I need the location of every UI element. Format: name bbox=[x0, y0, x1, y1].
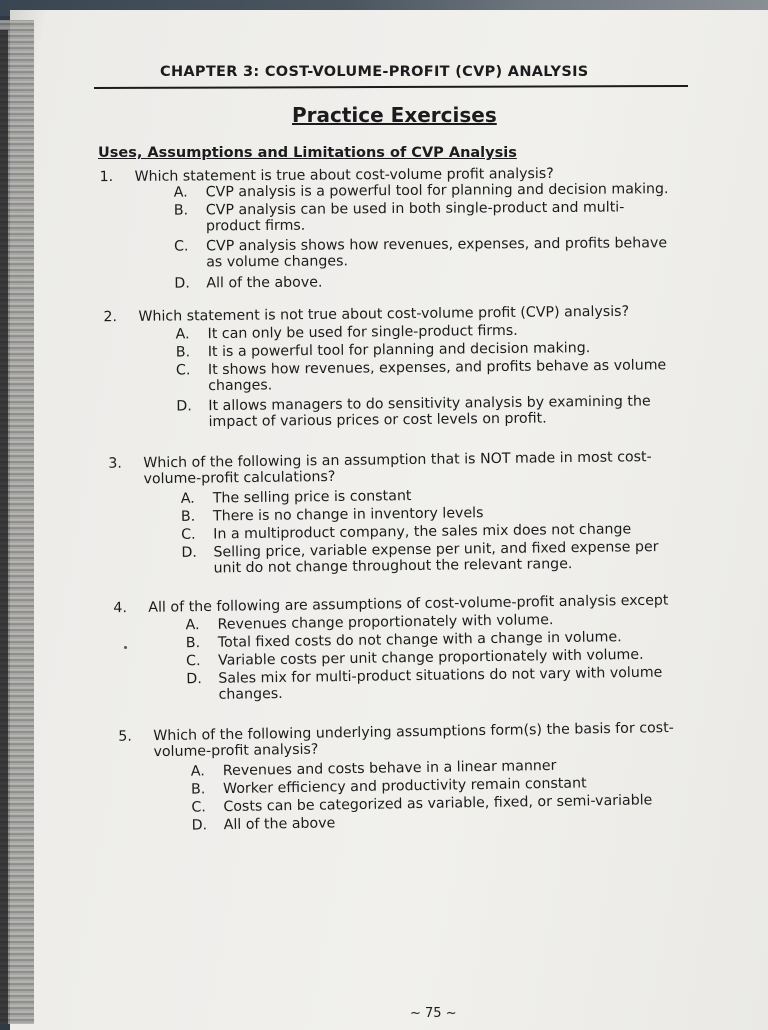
option-text: There is no change in inventory levels bbox=[212, 505, 484, 525]
option-letter: D. bbox=[186, 671, 202, 688]
option-b bbox=[174, 199, 674, 234]
option-letter: A. bbox=[190, 763, 205, 780]
question-stem: Which of the following is an assumption that is NOT made in most cost- volume-profit calculations? bbox=[143, 449, 652, 488]
question-number: 4. bbox=[113, 600, 128, 617]
option-letter: C. bbox=[191, 799, 206, 816]
option-letter: A. bbox=[180, 490, 195, 507]
option-letter: B. bbox=[175, 344, 191, 361]
option-text: Variable costs per unit change proportionately with volume. bbox=[217, 646, 644, 669]
option-letter: B. bbox=[180, 508, 196, 525]
question-stem: All of the following are assumptions of cost-volume-profit analysis except bbox=[148, 592, 669, 616]
page-number: ~ 75 ~ bbox=[410, 1006, 457, 1021]
option-text: In a multiproduct company, the sales mix does not change bbox=[213, 521, 632, 543]
question-number: 1. bbox=[99, 169, 114, 186]
option-d bbox=[186, 664, 706, 703]
chapter-title: CHAPTER 3: COST-VOLUME-PROFIT (CVP) ANALYSIS bbox=[160, 64, 589, 80]
question-4 bbox=[113, 592, 725, 713]
question-1 bbox=[100, 165, 701, 297]
option-letter: D. bbox=[176, 398, 192, 415]
option-text: Selling price, variable expense per unit, and fixed expense per unit do not change throughout the relevant range. bbox=[213, 539, 659, 577]
option-text: All of the above bbox=[223, 815, 336, 834]
option-letter: C. bbox=[181, 526, 196, 543]
option-d bbox=[176, 393, 686, 430]
option-text: CVP analysis can be used in both single-product and multi- product firms. bbox=[205, 199, 625, 235]
question-number: 2. bbox=[103, 309, 118, 326]
option-c bbox=[176, 357, 686, 394]
option-text: It shows how revenues, expenses, and profits behave as volume changes. bbox=[207, 357, 667, 395]
option-text: It is a powerful tool for planning and decision making. bbox=[207, 340, 591, 361]
option-letter: D. bbox=[181, 544, 197, 561]
option-text: CVP analysis shows how revenues, expenses, and profits behave as volume changes. bbox=[206, 235, 668, 271]
option-letter: A. bbox=[175, 326, 190, 343]
option-d bbox=[181, 539, 691, 577]
option-letter: D. bbox=[191, 817, 208, 834]
paper-speck bbox=[124, 646, 127, 649]
option-text: Worker efficiency and productivity remain constant bbox=[222, 775, 587, 798]
option-letter: B. bbox=[173, 202, 189, 219]
question-2 bbox=[103, 303, 714, 437]
option-letter: B. bbox=[185, 635, 201, 652]
question-number: 3. bbox=[108, 455, 122, 472]
option-letter: D. bbox=[174, 275, 190, 292]
option-letter: C. bbox=[175, 362, 191, 379]
option-text: The selling price is constant bbox=[212, 488, 412, 507]
question-stem: Which statement is not true about cost-volume profit (CVP) analysis? bbox=[138, 303, 630, 325]
option-d bbox=[174, 272, 674, 291]
option-letter: C. bbox=[174, 238, 189, 255]
option-letter: C. bbox=[185, 653, 201, 670]
subsection-title: Uses, Assumptions and Limitations of CVP Analysis bbox=[98, 145, 517, 161]
question-stem: Which of the following underlying assumptions form(s) the basis for cost- volume-profit analysis? bbox=[153, 719, 674, 761]
option-text: All of the above. bbox=[206, 274, 323, 292]
option-letter: A. bbox=[185, 617, 200, 634]
option-text: Total fixed costs do not change with a change in volume. bbox=[217, 629, 622, 651]
option-letter: B. bbox=[190, 781, 206, 798]
option-text: Costs can be categorized as variable, fixed, or semi-variable bbox=[223, 792, 653, 816]
option-c bbox=[174, 235, 674, 270]
option-text: It allows managers to do sensitivity analysis by examining the impact of various prices or cost levels on profit. bbox=[208, 393, 651, 431]
question-stem: Which statement is true about cost-volume profit analysis? bbox=[134, 165, 554, 185]
question-5 bbox=[118, 719, 720, 840]
option-text: Revenues and costs behave in a linear manner bbox=[222, 757, 557, 780]
option-a bbox=[174, 181, 674, 200]
option-letter: A. bbox=[173, 184, 188, 201]
option-text: It can only be used for single-product firms. bbox=[207, 322, 518, 343]
section-title: Practice Exercises bbox=[292, 103, 497, 127]
option-text: Revenues change proportionately with volume. bbox=[217, 612, 554, 633]
option-text: Sales mix for multi-product situations do not vary with volume changes. bbox=[218, 664, 663, 703]
binding-shadow bbox=[0, 30, 8, 1024]
question-number: 5. bbox=[118, 728, 132, 745]
option-text: CVP analysis is a powerful tool for planning and decision making. bbox=[205, 181, 669, 201]
question-3 bbox=[108, 448, 720, 583]
